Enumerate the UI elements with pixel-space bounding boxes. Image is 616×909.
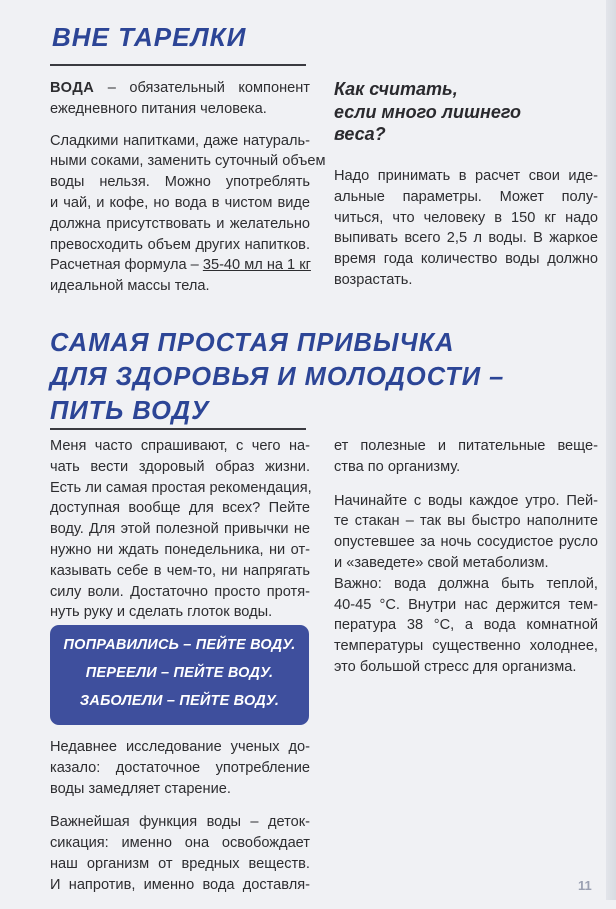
text-line: Надо принимать в расчет свои иде- [334,168,598,184]
title-line: САМАЯ ПРОСТАЯ ПРИВЫЧКА [50,329,455,357]
text-line: ежедневного питания человека. [50,100,267,117]
text-line: доступная вообще для всех? Пейте [50,500,310,517]
text-line: идеальной массы тела. [50,278,210,295]
text-line: должна присутствовать и желательно [50,215,310,232]
text-line: – обязательный компонент [107,80,310,96]
text-line: Начинайте с воды каждое утро. Пей- [334,492,598,509]
text-line: возрастать. [334,271,413,288]
section2-left-column-top [50,436,310,636]
text-line: воду. Для этой полезной привычки не [50,521,310,538]
callout-line: ПЕРЕЕЛИ – ПЕЙТЕ ВОДУ. [85,665,274,681]
text-line: и «заведете» свой метаболизм. [334,554,549,571]
text-line: сикация: именно она освобождает [50,835,310,852]
text-line: 40-45 °С. Внутри нас держится тем- [334,596,598,613]
callout-line: ПОПРАВИЛИСЬ – ПЕЙТЕ ВОДУ. [63,637,296,653]
text-line: опустевшее за ночь сосудистое русло [334,534,598,551]
sidebar-answer [334,166,598,304]
text-line: Сладкими напитками, даже натураль- [50,132,310,149]
text-line: и чай, и кофе, но вода в чистом виде [50,194,310,211]
text-line: Важно: вода должна быть теплой, [334,575,598,592]
section2-left-column-bottom [50,737,310,909]
section-title-outside-plate: ВНЕ ТАРЕЛКИ [52,22,247,52]
text-line: пература 38 °С, а вода комнатной [334,617,598,634]
section1-left-column [50,78,326,297]
text-line: казывать себе в чем-то, ни напрягать [50,562,310,579]
text-line: Недавнее исследование ученых до- [50,739,310,755]
text-line: альные параметры. Может полу- [334,188,598,205]
sidebar-question [334,78,521,146]
text-line: наш организм от вредных веществ. [50,855,310,872]
section-title-drink-water [50,326,504,428]
question-line: если много лишнего [334,101,522,122]
water-intro-paragraph [50,78,310,120]
text-line: ства по организму. [334,458,461,475]
text-line: нужно ни ждать понедельника, ни от- [50,541,310,558]
text-line: выпивать всего 2,5 л воды. В жаркое [334,230,598,247]
text-line: И напротив, именно вода доставля- [50,876,310,893]
text-line: Есть ли самая простая рекомендация, [50,479,312,496]
text-line: нуть руку и сделать глоток воды. [50,604,273,621]
page-number: 11 [578,878,592,893]
water-keyword: ВОДА [50,80,95,96]
page-edge [606,0,616,900]
text-line: Важнейшая функция воды – деток- [50,814,310,831]
text-line: воды нельзя. Можно употреблять [50,174,310,191]
text-line: ными соками, заменить суточный объем [50,153,326,170]
callout-box [50,625,309,725]
drinks-paragraph [50,131,326,297]
text-line: превосходить объем других напитков. [50,236,310,253]
title-line: ПИТЬ ВОДУ [50,397,210,425]
text-line: это большой стресс для организма. [334,658,577,675]
text-line: читься, что человеку в 150 кг надо [334,209,598,226]
question-line: Как считать, [334,79,458,99]
section-divider-2 [50,428,306,430]
text-line: силу воли. Достаточно просто протя- [50,583,310,600]
text-line: те стакан – так вы быстро наполните [334,513,598,530]
text-line: Меня часто спрашивают, с чего на- [50,438,310,454]
text-line: воды замедляет старение. [50,780,231,797]
text-line: казало: достаточное употребление [50,759,310,776]
section-divider-1 [50,64,306,66]
title-line: ДЛЯ ЗДОРОВЬЯ И МОЛОДОСТИ – [50,363,505,391]
text-line: ет полезные и питательные веще- [334,438,598,454]
text-line: чать вести здоровый образ жизни. [50,458,310,475]
text-line: время года количество воды должно [334,251,598,268]
formula-label: Расчетная формула – [50,257,199,274]
question-line: веса? [334,124,386,144]
callout-line: ЗАБОЛЕЛИ – ПЕЙТЕ ВОДУ. [79,693,280,709]
section2-right-column [334,436,598,691]
formula-value: 35-40 мл на 1 кг [202,257,311,274]
text-line: температуры существенно холоднее, [334,638,598,655]
